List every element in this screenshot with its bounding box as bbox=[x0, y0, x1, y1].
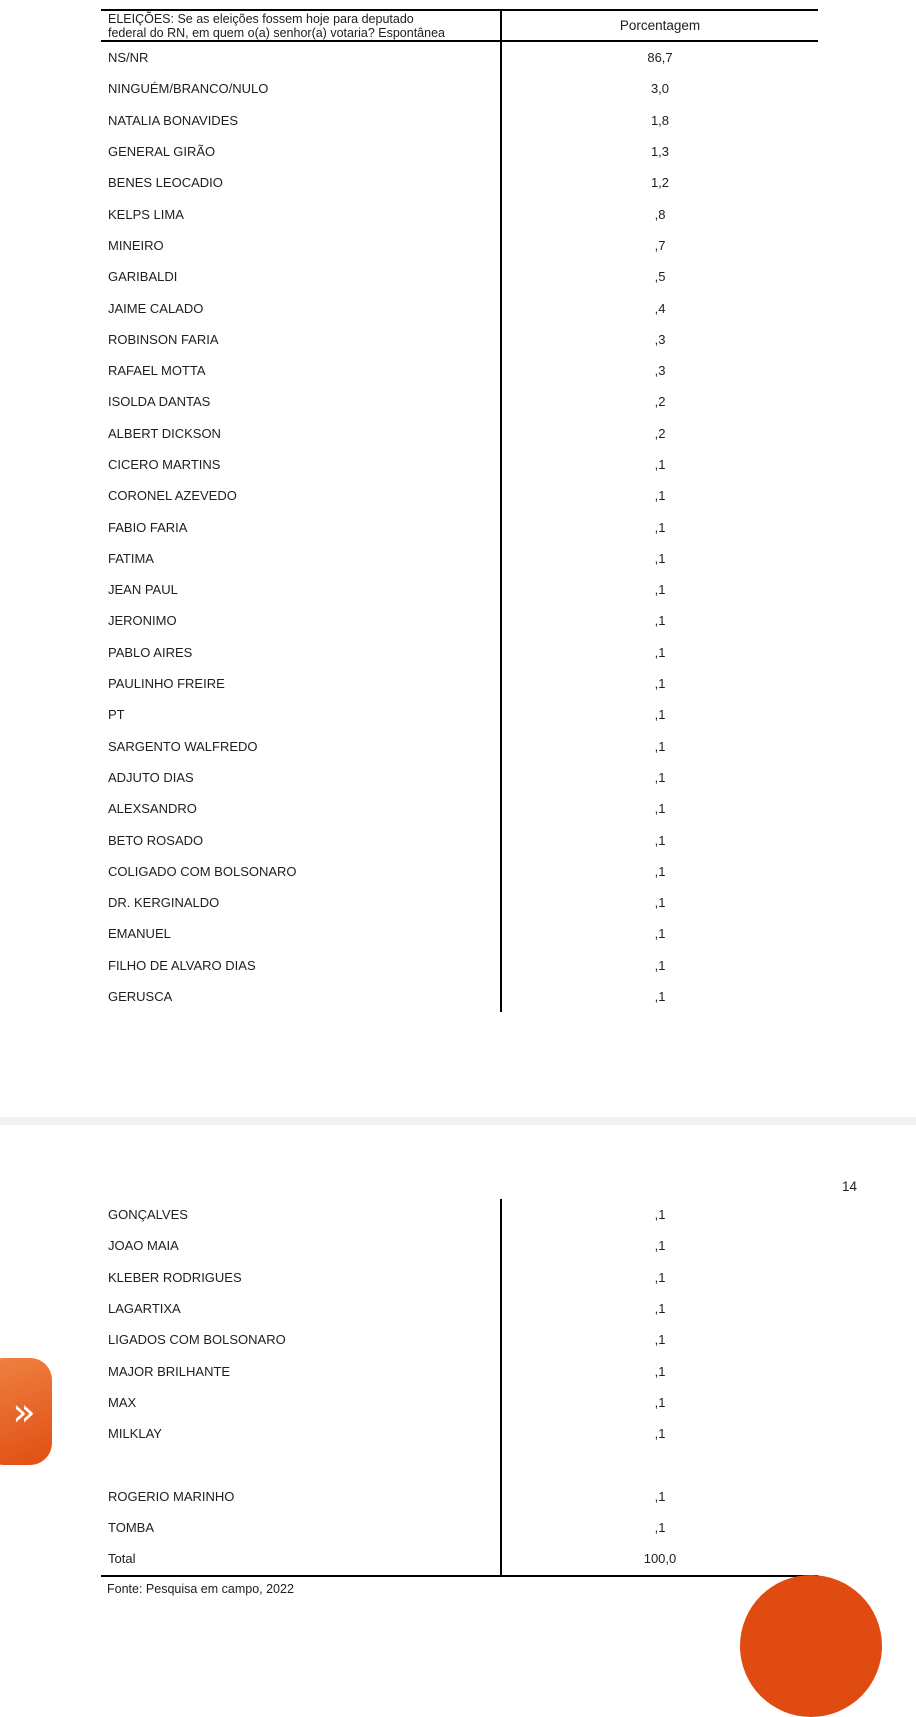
percentage-value: 1,8 bbox=[500, 105, 818, 136]
percentage-value: ,1 bbox=[500, 699, 818, 730]
table-row bbox=[101, 824, 818, 855]
candidate-name: MAJOR BRILHANTE bbox=[108, 1363, 231, 1379]
percentage-value: ,8 bbox=[500, 198, 818, 229]
table-row bbox=[101, 887, 818, 918]
table-row bbox=[101, 449, 818, 480]
results-table-page2 bbox=[101, 1199, 818, 1577]
table-row bbox=[101, 1199, 818, 1230]
table-body-page1 bbox=[101, 42, 818, 1012]
candidate-name: ADJUTO DIAS bbox=[108, 769, 194, 785]
candidate-name: ALEXSANDRO bbox=[108, 801, 197, 817]
percentage-value: 3,0 bbox=[500, 73, 818, 104]
candidate-name: JOAO MAIA bbox=[108, 1238, 179, 1254]
table-body-page2 bbox=[101, 1199, 818, 1577]
percentage-value: ,1 bbox=[500, 918, 818, 949]
floating-action-circle[interactable] bbox=[740, 1575, 882, 1717]
total-label: Total bbox=[108, 1551, 136, 1567]
candidate-name: FABIO FARIA bbox=[108, 519, 188, 535]
candidate-name: PT bbox=[108, 707, 125, 723]
percentage-value: ,1 bbox=[500, 449, 818, 480]
page-separator-band bbox=[0, 1117, 916, 1125]
total-row bbox=[101, 1543, 818, 1574]
candidate-name: KLEBER RODRIGUES bbox=[108, 1269, 242, 1285]
percentage-value: 86,7 bbox=[500, 42, 818, 73]
percentage-value: ,1 bbox=[500, 1262, 818, 1293]
percentage-value: ,3 bbox=[500, 355, 818, 386]
table-row bbox=[101, 386, 818, 417]
table-row bbox=[101, 856, 818, 887]
table-row bbox=[101, 511, 818, 542]
percentage-value: ,1 bbox=[500, 1199, 818, 1230]
table-row bbox=[101, 1230, 818, 1261]
question-header-cell bbox=[101, 11, 500, 40]
table-row bbox=[101, 668, 818, 699]
table-row bbox=[101, 1418, 818, 1449]
table-row bbox=[101, 1481, 818, 1512]
table-row bbox=[101, 261, 818, 292]
table-row bbox=[101, 167, 818, 198]
candidate-name: GERUSCA bbox=[108, 989, 173, 1005]
percentage-value: ,1 bbox=[500, 1293, 818, 1324]
table-row bbox=[101, 699, 818, 730]
candidate-name: BENES LEOCADIO bbox=[108, 175, 223, 191]
percentage-value: ,1 bbox=[500, 637, 818, 668]
table-row bbox=[101, 136, 818, 167]
source-note: Fonte: Pesquisa em campo, 2022 bbox=[107, 1582, 294, 1596]
candidate-name: JERONIMO bbox=[108, 613, 177, 629]
percentage-value: ,1 bbox=[500, 1512, 818, 1543]
candidate-name: PABLO AIRES bbox=[108, 644, 193, 660]
candidate-name: GENERAL GIRÃO bbox=[108, 144, 216, 160]
candidate-name: BETO ROSADO bbox=[108, 832, 204, 848]
percentage-value: ,1 bbox=[500, 1418, 818, 1449]
table-row bbox=[101, 418, 818, 449]
candidate-name: MILKLAY bbox=[108, 1426, 162, 1442]
percentage-value: ,1 bbox=[500, 543, 818, 574]
percentage-value: ,7 bbox=[500, 230, 818, 261]
percentage-value: ,1 bbox=[500, 856, 818, 887]
percentage-value: ,5 bbox=[500, 261, 818, 292]
candidate-name: CORONEL AZEVEDO bbox=[108, 488, 237, 504]
table-row bbox=[101, 1512, 818, 1543]
candidate-name: LIGADOS COM BOLSONARO bbox=[108, 1332, 286, 1348]
candidate-name: EMANUEL bbox=[108, 926, 171, 942]
candidate-name: GARIBALDI bbox=[108, 269, 178, 285]
percentage-value: ,1 bbox=[500, 1481, 818, 1512]
double-chevron-right-icon: » bbox=[12, 1389, 36, 1434]
candidate-name: JAIME CALADO bbox=[108, 300, 204, 316]
page-number: 14 bbox=[842, 1179, 858, 1194]
candidate-name: KELPS LIMA bbox=[108, 206, 184, 222]
table-row bbox=[101, 605, 818, 636]
results-table-page1 bbox=[101, 9, 818, 1012]
candidate-name: DR. KERGINALDO bbox=[108, 895, 220, 911]
percentage-value: ,1 bbox=[500, 574, 818, 605]
percentage-value: ,1 bbox=[500, 511, 818, 542]
percentage-value: ,1 bbox=[500, 950, 818, 981]
candidate-name: COLIGADO COM BOLSONARO bbox=[108, 863, 297, 879]
question-header-line1: ELEIÇÕES: Se as eleições fossem hoje para deputado bbox=[108, 12, 414, 26]
candidate-name: ROBINSON FARIA bbox=[108, 331, 219, 347]
expand-sidebar-button[interactable] bbox=[0, 1358, 52, 1465]
table-row bbox=[101, 198, 818, 229]
percentage-header-cell: Porcentagem bbox=[500, 11, 818, 40]
percentage-value: ,1 bbox=[500, 605, 818, 636]
candidate-name: MINEIRO bbox=[108, 237, 164, 253]
table-row bbox=[101, 543, 818, 574]
percentage-value: ,1 bbox=[500, 668, 818, 699]
table-row bbox=[101, 793, 818, 824]
table-row bbox=[101, 637, 818, 668]
question-header-line2: federal do RN, em quem o(a) senhor(a) votaria? Espontânea bbox=[108, 26, 445, 40]
percentage-value: ,1 bbox=[500, 887, 818, 918]
table-row bbox=[101, 230, 818, 261]
table-row bbox=[101, 981, 818, 1012]
candidate-name: SARGENTO WALFREDO bbox=[108, 738, 258, 754]
candidate-name: TOMBA bbox=[108, 1520, 154, 1536]
candidate-name: PAULINHO FREIRE bbox=[108, 676, 225, 692]
table-row bbox=[101, 574, 818, 605]
table-row bbox=[101, 292, 818, 323]
percentage-value: ,2 bbox=[500, 418, 818, 449]
percentage-value: ,1 bbox=[500, 793, 818, 824]
percentage-value: ,3 bbox=[500, 324, 818, 355]
candidate-name: ROGERIO MARINHO bbox=[108, 1488, 235, 1504]
table-row bbox=[101, 105, 818, 136]
table-row bbox=[101, 355, 818, 386]
candidate-name: JEAN PAUL bbox=[108, 582, 178, 598]
candidate-name: NINGUÉM/BRANCO/NULO bbox=[108, 81, 269, 97]
percentage-value: ,2 bbox=[500, 386, 818, 417]
table-row bbox=[101, 1449, 818, 1480]
table-row bbox=[101, 1262, 818, 1293]
candidate-name: FATIMA bbox=[108, 550, 154, 566]
percentage-value: ,1 bbox=[500, 1324, 818, 1355]
candidate-name: RAFAEL MOTTA bbox=[108, 363, 206, 379]
table-row bbox=[101, 42, 818, 73]
percentage-value: ,1 bbox=[500, 981, 818, 1012]
table-row bbox=[101, 324, 818, 355]
percentage-value: ,1 bbox=[500, 1230, 818, 1261]
percentage-value: ,1 bbox=[500, 731, 818, 762]
table-row bbox=[101, 731, 818, 762]
table-row bbox=[101, 950, 818, 981]
total-value: 100,0 bbox=[500, 1543, 818, 1574]
candidate-name: NS/NR bbox=[108, 50, 149, 66]
percentage-value: ,1 bbox=[500, 762, 818, 793]
candidate-name: ALBERT DICKSON bbox=[108, 425, 221, 441]
table-row bbox=[101, 1387, 818, 1418]
percentage-value: 1,3 bbox=[500, 136, 818, 167]
percentage-value: 1,2 bbox=[500, 167, 818, 198]
table-row bbox=[101, 762, 818, 793]
candidate-name: NATALIA BONAVIDES bbox=[108, 112, 239, 128]
percentage-value: ,1 bbox=[500, 824, 818, 855]
percentage-value: ,1 bbox=[500, 480, 818, 511]
candidate-name: LAGARTIXA bbox=[108, 1301, 181, 1317]
percentage-value bbox=[500, 1449, 818, 1480]
candidate-name: ISOLDA DANTAS bbox=[108, 394, 211, 410]
candidate-name: FILHO DE ALVARO DIAS bbox=[108, 957, 256, 973]
table-row bbox=[101, 480, 818, 511]
table-row bbox=[101, 918, 818, 949]
table-row bbox=[101, 1293, 818, 1324]
percentage-value: ,1 bbox=[500, 1355, 818, 1386]
candidate-name: CICERO MARTINS bbox=[108, 457, 221, 472]
candidate-name: GONÇALVES bbox=[108, 1207, 188, 1223]
table-row bbox=[101, 1355, 818, 1386]
table-row bbox=[101, 73, 818, 104]
candidate-name: MAX bbox=[108, 1394, 137, 1410]
table-header bbox=[101, 9, 818, 42]
candidate-name bbox=[101, 1449, 500, 1480]
percentage-value: ,1 bbox=[500, 1387, 818, 1418]
percentage-value: ,4 bbox=[500, 292, 818, 323]
table-row bbox=[101, 1324, 818, 1355]
